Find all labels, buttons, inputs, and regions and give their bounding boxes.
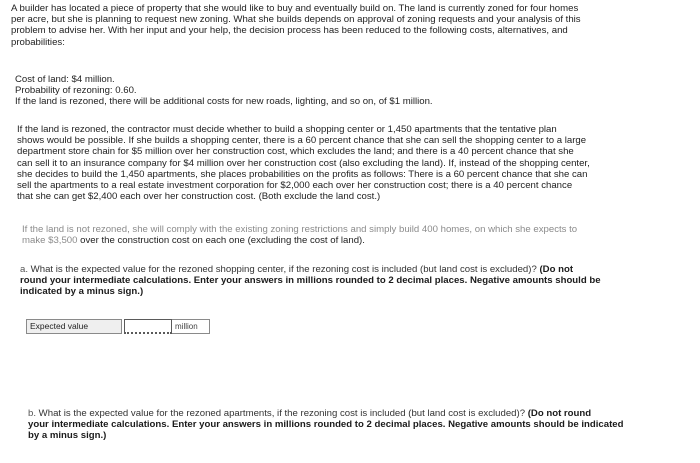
rezoned-line: can sell it to an insurance company for $4 million over her construction cost (also excluding the land). If, instead of the shopping center,: [17, 157, 590, 169]
rezoned-paragraph: [17, 124, 689, 202]
rezoning-probability-fact: Probability of rezoning: 0.60.: [15, 85, 137, 97]
rezoned-line: she decides to build the 1,450 apartments, she places probabilities on the profits as follows: There is a 60 percent chance that she can: [17, 168, 588, 180]
question-b: [28, 408, 683, 442]
rezoned-line: shows would be possible. If she builds a shopping center, there is a 60 percent chance that she can sell the shopping center to a large: [17, 135, 587, 147]
facts-block: [15, 74, 655, 108]
question-b-instruction: (Do not round: [527, 408, 592, 419]
rezoning-cost-fact: If the land is rezoned, there will be additional costs for new roads, lighting, and so on, of $1 million.: [15, 96, 433, 108]
question-a-line: [20, 264, 680, 275]
intro-paragraph: [11, 3, 693, 48]
question-b-text: What is the expected value for the rezoned apartments, if the rezoning cost is included (but land cost is excluded)?: [36, 408, 528, 419]
question-a-label: a.: [20, 264, 29, 275]
question-b-line: [28, 408, 683, 419]
question-a-instruction: round your intermediate calculations. Enter your answers in millions rounded to 2 decimal places. Negative amounts should be: [20, 275, 601, 287]
rezoned-line: sell the apartments to a real estate investment corporation for $2,000 each over her construction cost; there is a 40 percent chance: [17, 180, 573, 192]
not-rezoned-line: If the land is not rezoned, she will comply with the existing zoning restrictions and simply build 400 homes, on which she expects to: [22, 224, 578, 235]
question-a-instruction: (Do not: [539, 264, 574, 275]
question-a-instruction: indicated by a minus sign.): [20, 286, 144, 298]
intro-line: problem to advise her. With her input and your help, the decision process has been reduced to the following costs, alternatives, and: [11, 25, 568, 37]
intro-line: A builder has located a piece of property that she would like to buy and eventually build on. The land is currently zoned for four homes: [11, 3, 579, 14]
rezoned-line: If the land is rezoned, the contractor must decide whether to build a shopping center or 1,450 apartments that the tentative plan: [17, 124, 557, 135]
question-b-instruction: by a minus sign.): [28, 430, 107, 442]
not-rezoned-paragraph: [22, 224, 682, 246]
not-rezoned-text: over the construction cost on each one (excluding the cost of land).: [77, 235, 365, 247]
expected-value-label: Expected value: [26, 319, 122, 334]
expected-value-input[interactable]: [124, 319, 172, 334]
rezoned-line: that she can get $2,400 each over her construction cost. (Both exclude the land cost.): [17, 191, 381, 203]
question-a-text: What is the expected value for the rezoned shopping center, if the rezoning cost is included (but land cost is excluded)?: [28, 264, 540, 275]
intro-line: probabilities:: [11, 36, 65, 48]
question-b-label: b.: [28, 408, 37, 419]
question-a: [20, 264, 680, 298]
answer-a-row: [26, 319, 210, 334]
not-rezoned-faded-text: make $3,500: [22, 235, 78, 247]
intro-line: per acre, but she is planning to request new zoning. What she builds depends on approval of zoning requests and your analysis of this: [11, 14, 581, 26]
land-cost-fact: Cost of land: $4 million.: [15, 74, 115, 85]
rezoned-line: department store chain for $5 million over her construction cost, which excludes the land; and there is a 40 percent chance that she: [17, 146, 574, 158]
million-unit-label: million: [172, 319, 210, 334]
not-rezoned-line: [22, 235, 682, 246]
question-b-instruction: your intermediate calculations. Enter your answers in millions rounded to 2 decimal places. Negative amounts should be indicated: [28, 419, 624, 431]
